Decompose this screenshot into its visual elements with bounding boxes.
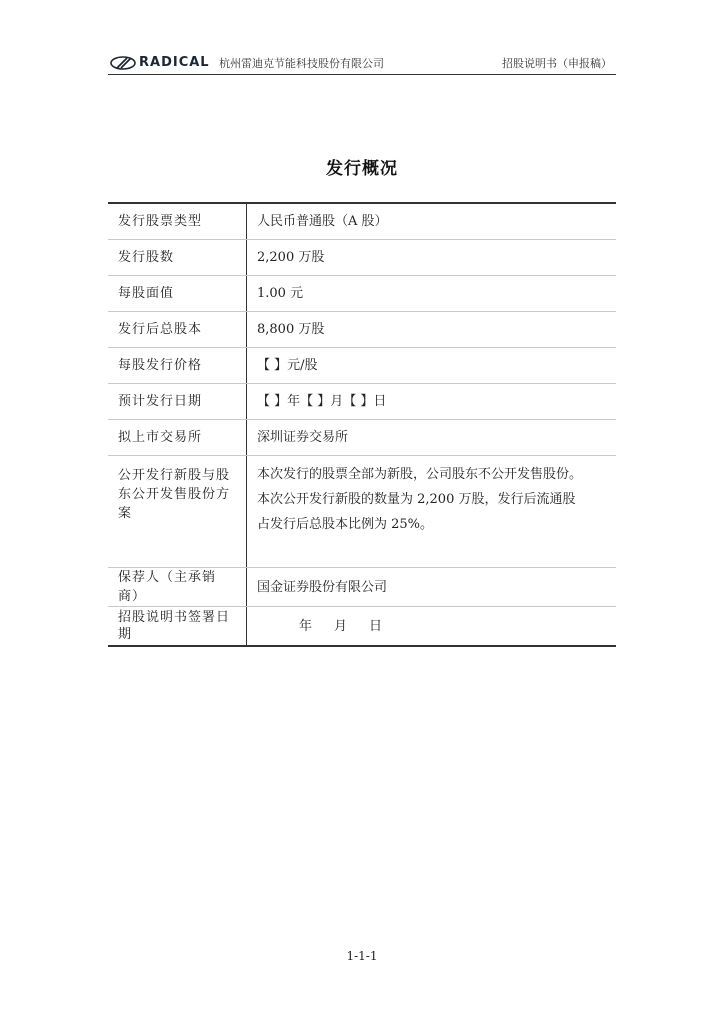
table-row (108, 348, 616, 384)
row-label-exchange: 拟上市交易所 (108, 420, 247, 456)
row-label-par-value: 每股面值 (108, 276, 247, 312)
row-value-signing-date (247, 607, 617, 647)
table-row (108, 420, 616, 456)
row-value-total-shares: 8,800 万股 (247, 312, 617, 348)
date-month: 月 (334, 618, 348, 634)
page-header (108, 52, 616, 75)
row-label-sponsor: 保荐人（主承销商） (108, 568, 247, 607)
row-label-share-count: 发行股数 (108, 240, 247, 276)
row-label-stock-type: 发行股票类型 (108, 203, 247, 240)
radical-logo-icon (110, 56, 136, 70)
row-value-sponsor: 国金证券股份有限公司 (247, 568, 617, 607)
row-label-total-shares: 发行后总股本 (108, 312, 247, 348)
issuance-overview-table (108, 202, 616, 647)
row-value-issue-price: 【 】元/股 (247, 348, 617, 384)
row-label-issue-price: 每股发行价格 (108, 348, 247, 384)
row-label-signing-date: 招股说明书签署日期 (108, 607, 247, 647)
row-label-issuance-plan: 公开发行新股与股东公开发售股份方案 (108, 456, 247, 568)
row-value-issue-date: 【 】年【 】月【 】日 (247, 384, 617, 420)
table-row (108, 203, 616, 240)
table-row (108, 568, 616, 607)
page-title: 发行概况 (326, 159, 398, 179)
row-value-issuance-plan (247, 456, 617, 568)
row-value-par-value: 1.00 元 (247, 276, 617, 312)
header-company-name: 杭州雷迪克节能科技股份有限公司 (219, 57, 384, 70)
header-document-type: 招股说明书（申报稿） (502, 57, 612, 70)
plan-line: 占发行后总股本比例为 25%。 (257, 517, 434, 532)
row-label-issue-date: 预计发行日期 (108, 384, 247, 420)
row-value-exchange: 深圳证券交易所 (247, 420, 617, 456)
date-year: 年 (299, 618, 313, 634)
plan-line: 本次公开发行新股的数量为 2,200 万股，发行后流通股 (257, 492, 576, 507)
row-value-stock-type: 人民币普通股（A 股） (247, 203, 617, 240)
table-row (108, 456, 616, 568)
table-row (108, 607, 616, 647)
company-logo (110, 55, 210, 71)
row-value-share-count: 2,200 万股 (247, 240, 617, 276)
logo-text: RADICAL (139, 55, 210, 70)
date-day: 日 (369, 618, 383, 634)
table-row (108, 384, 616, 420)
plan-line: 本次发行的股票全部为新股，公司股东不公开发售股份。 (257, 467, 583, 482)
table-row (108, 312, 616, 348)
table-row (108, 276, 616, 312)
page-number: 1-1-1 (346, 949, 378, 963)
table-row (108, 240, 616, 276)
